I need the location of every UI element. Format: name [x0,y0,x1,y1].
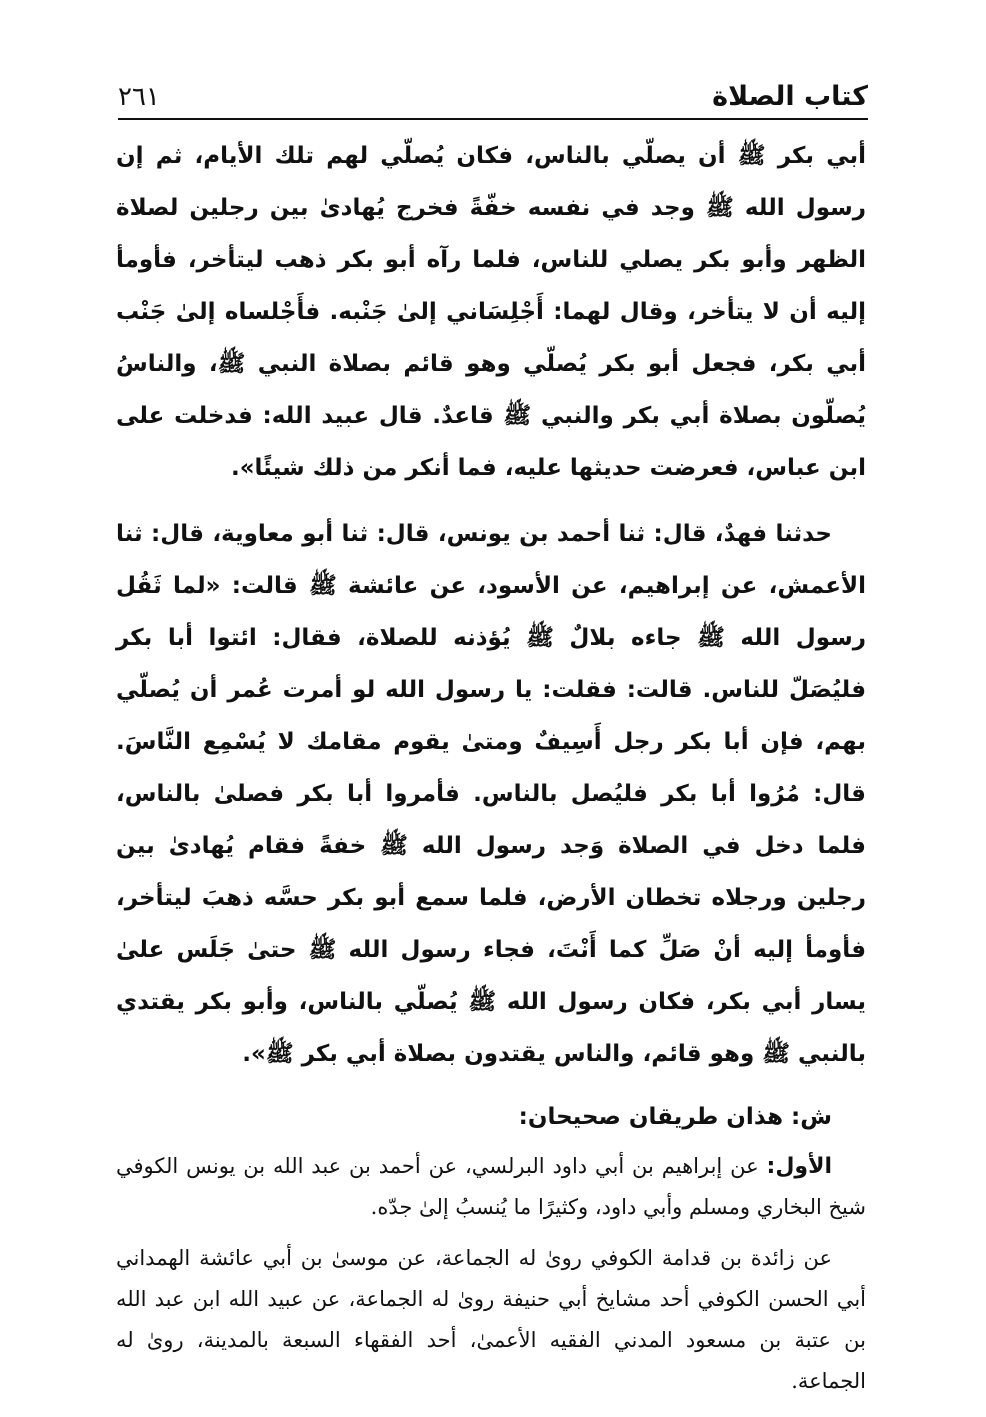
book-title: كتاب الصلاة [712,81,868,112]
commentary-text: عن إبراهيم بن أبي داود البرلسي، عن أحمد بن عبد الله بن يونس الكوفي شيخ البخاري ومسلم وأبي داود، وكثيرًا ما يُنسبُ إلىٰ جدّه. [116,1154,866,1219]
hadith-paragraph: حدثنا فهدٌ، قال: ثنا أحمد بن يونس، قال: ثنا أبو معاوية، قال: ثنا الأعمش، عن إبراهيم، عن الأسود، عن عائشة ﷺ قالت: «لما ثَقُل رسول الله ﷺ جاءه بلالٌ ﷺ يُؤذنه للصلاة، فقال: ائتوا أبا بكر فليُصَلّ للناس. قالت: فقلت: يا رسول الله لو أمرت عُمر أن يُصلّي بهم، فإن أبا بكر رجل أَسِيفٌ ومتىٰ يقوم مقامك لا يُسْمِع النَّاسَ. قال: مُرُوا أبا بكر فليُصل بالناس. فأمروا أبا بكر فصلىٰ بالناس، فلما دخل في الصلاة وَجد رسول الله ﷺ خفةً فقام يُهادىٰ بين رجلين ورجلاه تخطان الأرض، فلما سمع أبو بكر حسَّه ذهبَ ليتأخر، فأومأ إليه أنْ صَلِّ كما أَنْتَ، فجاء رسول الله ﷺ حتىٰ جَلَس علىٰ يسار أبي بكر، فكان رسول الله ﷺ يُصلّي بالناس، وأبو بكر يقتدي بالنبي ﷺ وهو قائم، والناس يقتدون بصلاة أبي بكر ﷺ». [116,521,866,1067]
page-body [116,130,866,1393]
commentary-lead-label: الأول: [766,1154,832,1179]
running-header [118,72,868,120]
commentary-paragraph-first-chain [116,1146,866,1228]
commentary-heading: ش: هذان طريقان صحيحان: [518,1104,832,1130]
hadith-paragraph-continued: أبي بكر ﷺ أن يصلّي بالناس، فكان يُصلّي لهم تلك الأيام، ثم إن رسول الله ﷺ وجد في نفسه خفّةً فخرج يُهادىٰ بين رجلين لصلاة الظهر وأبو بكر يصلي للناس، فلما رآه أبو بكر ذهب ليتأخر، فأومأ إليه أن لا يتأخر، وقال لهما: أَجْلِسَاني إلىٰ جَنْبه. فأَجْلساه إلىٰ جَنْب أبي بكر، فجعل أبو بكر يُصلّي وهو قائم بصلاة النبي ﷺ، والناسُ يُصلّون بصلاة أبي بكر والنبي ﷺ قاعدٌ. قال عبيد الله: فدخلت على ابن عباس، فعرضت حديثها عليه، فما أنكر من ذلك شيئًا». [116,143,866,481]
page-number: ٢٦١ [118,82,160,112]
commentary-paragraph-narrators: عن زائدة بن قدامة الكوفي روىٰ له الجماعة، عن موسىٰ بن أبي عائشة الهمداني أبي الحسن الكوفي أحد مشايخ أبي حنيفة روىٰ له الجماعة، عن عبيد الله ابن عبد الله بن عتبة بن مسعود المدني الفقيه الأعمىٰ، أحد الفقهاء السبعة بالمدينة، روىٰ له الجماعة. [116,1246,866,1393]
